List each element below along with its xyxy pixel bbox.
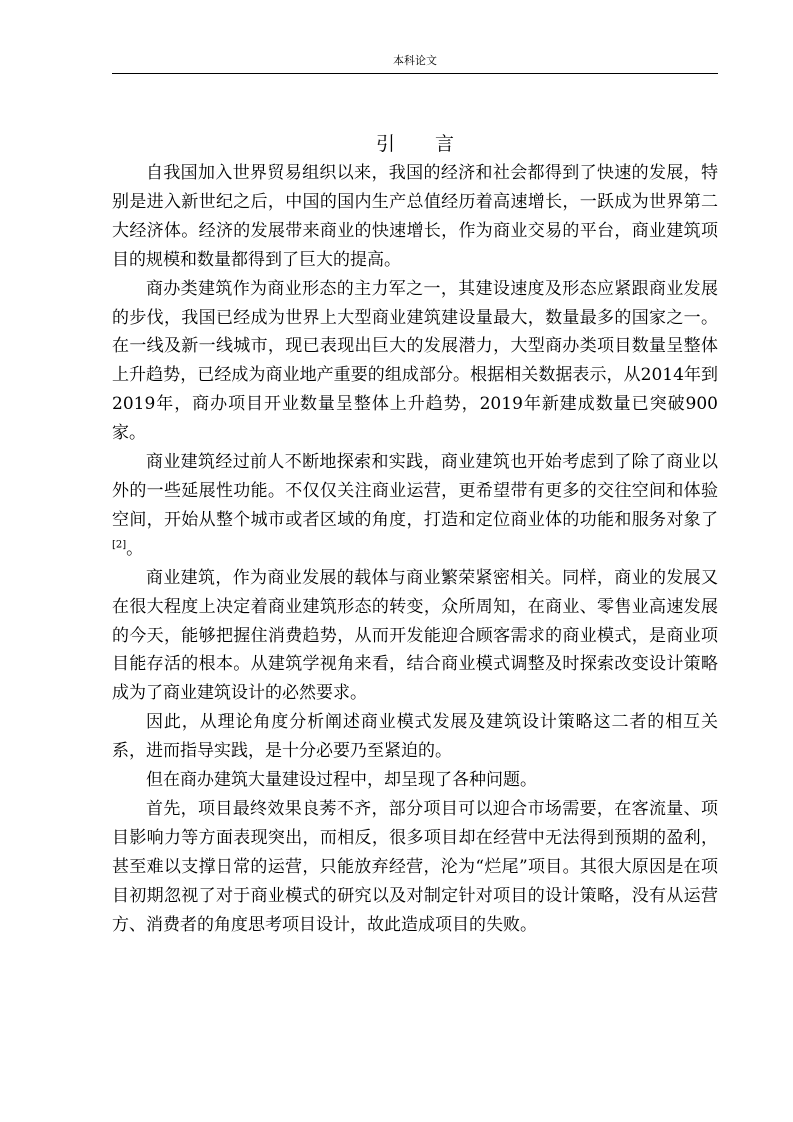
citation-ref[interactable]: [2] [112,539,127,551]
paragraph-6: 但在商办建筑大量建设过程中，却呈现了各种问题。 [146,770,537,791]
paragraph-3-tail: 。 [126,538,144,559]
paragraph-7: 首先，项目最终效果良莠不齐，部分项目可以迎合市场需要，在客流量、项目影响力等方面表现突出，而相反，很多项目却在经营中无法得到预期的盈利，甚至难以支撑日常的运营，只能放弃经营，沦为“烂尾”项目。其很大原因是在项目初期忽视了对于商业模式的研究以及对制定针对项目的设计策略，没有从运营方、消费者的角度思考项目设计，故此造成项目的失败。 [112,798,718,935]
paragraph-4: 商业建筑，作为商业发展的载体与商业繁荣紧密相关。同样，商业的发展又在很大程度上决定着商业建筑形态的转变，众所周知，在商业、零售业高速发展的今天，能够把握住消费趋势，从而开发能迎合顾客需求的商业模式，是商业项目能存活的根本。从建筑学视角来看，结合商业模式调整及时探索改变设计策略成为了商业建筑设计的必然要求。 [112,567,718,704]
body-text [112,159,718,939]
running-header: 本科论文 [393,54,437,67]
paragraph-2: 商办类建筑作为商业形态的主力军之一，其建设速度及形态应紧跟商业发展的步伐，我国已经成为世界上大型商业建筑建设量最大，数量最多的国家之一。在一线及新一线城市，现已表现出巨大的发展潜力，大型商办类项目数量呈整体上升趋势，已经成为商业地产重要的组成部分。根据相关数据表示，从2014年到2019年，商办项目开业数量呈整体上升趋势，2019年新建成数量已突破900家。 [112,278,718,444]
header-rule [112,73,718,74]
paragraph-3 [112,448,718,564]
section-title [112,130,718,158]
paragraph-1: 自我国加入世界贸易组织以来，我国的经济和社会都得到了快速的发展，特别是进入新世纪之后，中国的国内生产总值经历着高速增长，一跃成为世界第二大经济体。经济的发展带来商业的快速增长，作为商业交易的平台，商业建筑项目的规模和数量都得到了巨大的提高。 [112,163,718,270]
section-title-part2: 言 [435,133,455,155]
section-title-part1: 引 [375,133,395,155]
paragraph-3-text: 商业建筑经过前人不断地探索和实践，商业建筑也开始考虑到了除了商业以外的一些延展性功能。不仅仅关注商业运营，更希望带有更多的交往空间和体验空间，开始从整个城市或者区域的角度，打造和定位商业体的功能和服务对象了 [112,452,718,530]
paragraph-5: 因此，从理论角度分析阐述商业模式发展及建筑设计策略这二者的相互关系，进而指导实践，是十分必要乃至紧迫的。 [112,712,718,762]
